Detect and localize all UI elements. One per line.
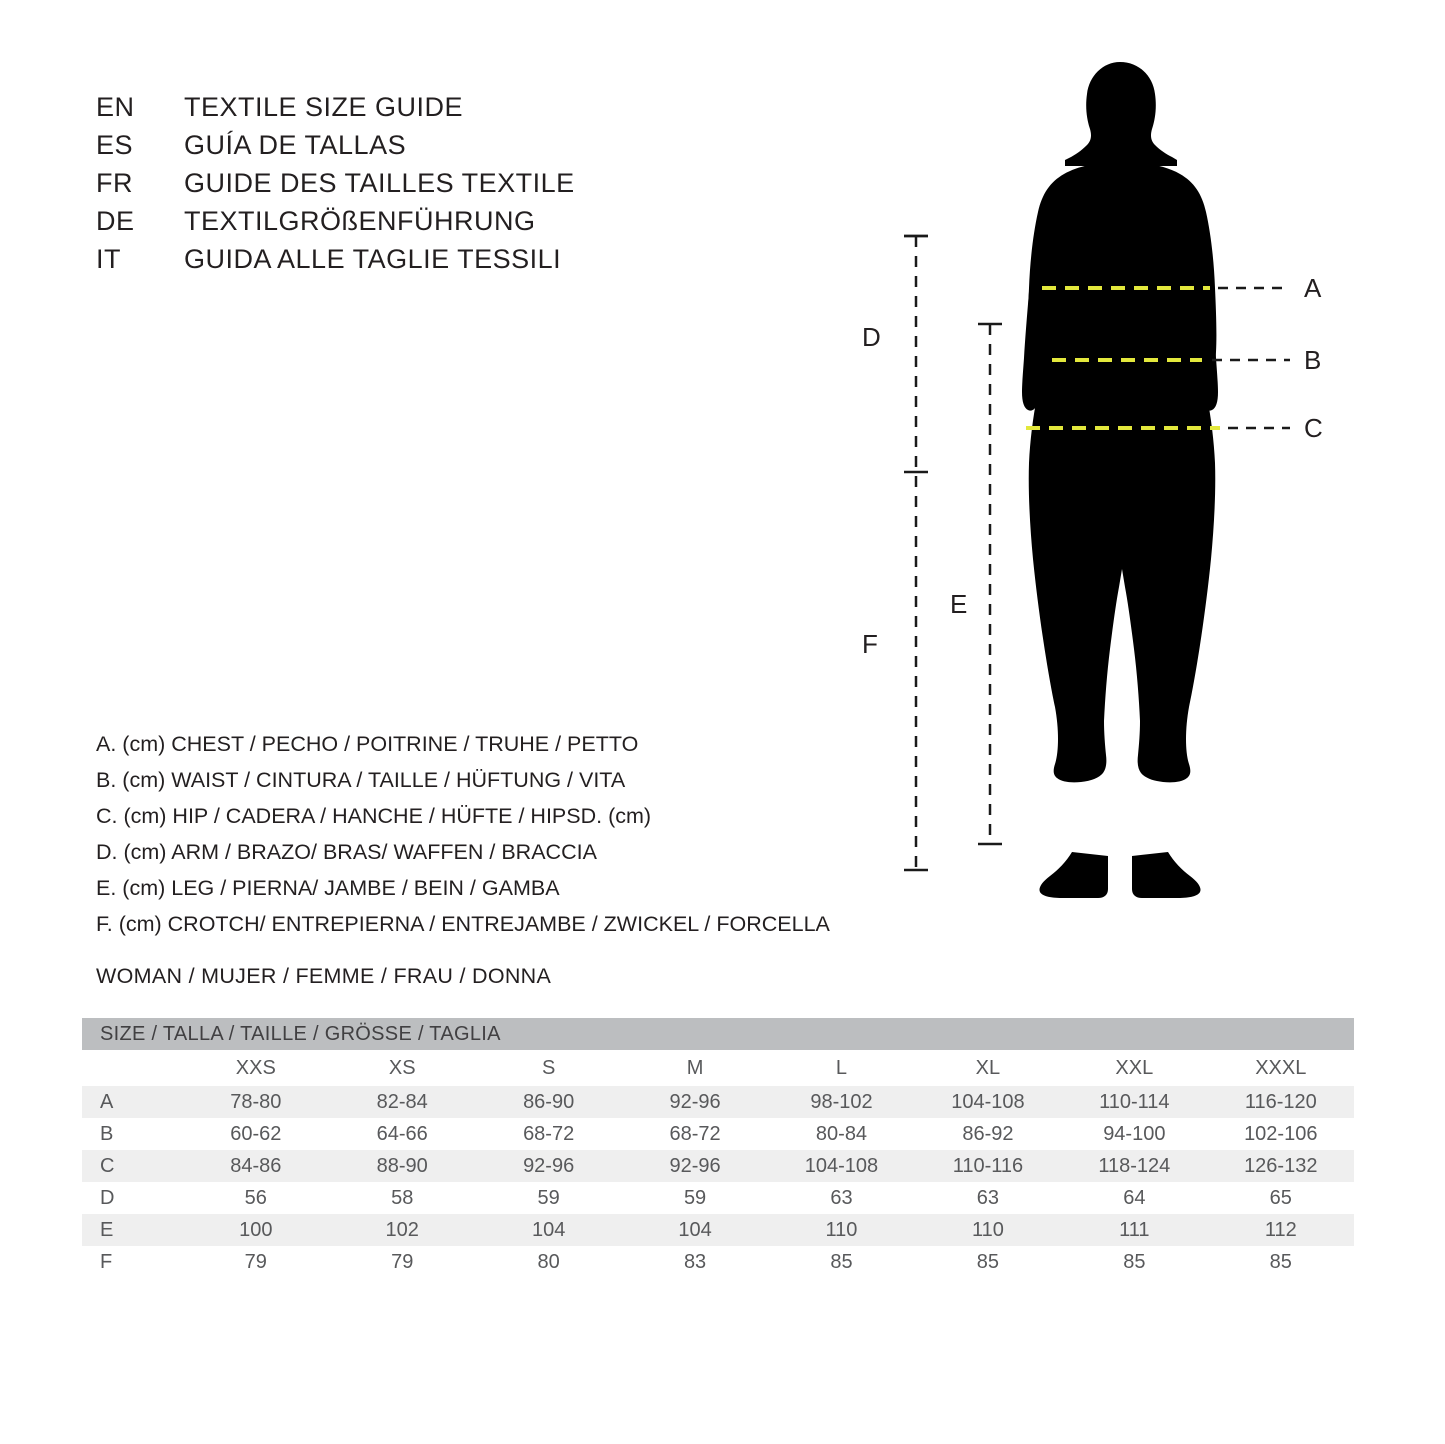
cell-f-xxl: 85 [1123, 1250, 1146, 1273]
column-header-xxxl: XXXL [1208, 1050, 1354, 1086]
language-code-en: EN [96, 92, 135, 122]
table-corner-cell [82, 1050, 183, 1086]
language-code-es: ES [96, 130, 134, 160]
cell-d-s: 59 [537, 1186, 560, 1209]
table-row [82, 1246, 1354, 1278]
cell-a-l: 98-102 [810, 1090, 873, 1113]
cell-e-xl: 110 [971, 1218, 1004, 1241]
cell-f-xxs: 79 [244, 1250, 267, 1273]
cell-e-xxxl: 112 [1264, 1218, 1297, 1241]
cell-c-l: 104-108 [804, 1154, 879, 1177]
marker-label-e: E [950, 589, 968, 619]
cell-e-xs: 102 [385, 1218, 419, 1241]
table-caption: SIZE / TALLA / TAILLE / GRÖSSE / TAGLIA [82, 1018, 1354, 1050]
cell-b-m: 68-72 [669, 1122, 721, 1145]
cell-c-m: 92-96 [669, 1154, 721, 1177]
label-pointer-lines [1212, 288, 1290, 428]
table-row [82, 1214, 1354, 1246]
column-header-l: L [768, 1050, 914, 1086]
title-row-it [96, 244, 575, 282]
cell-b-l: 80-84 [815, 1122, 868, 1145]
marker-label-b: B [1304, 345, 1322, 375]
table-caption-row [82, 1018, 1354, 1050]
language-code-de: DE [96, 206, 135, 236]
marker-label-f: F [862, 629, 878, 659]
cell-f-xs: 79 [391, 1250, 414, 1273]
cell-a-xxl: 110-114 [1099, 1090, 1170, 1113]
row-label-c: C [100, 1154, 115, 1177]
table-row [82, 1182, 1354, 1214]
title-text-it: GUIDA ALLE TAGLIE TESSILI [184, 244, 562, 274]
marker-label-a: A [1304, 273, 1322, 303]
row-label-d: D [100, 1186, 115, 1209]
title-row-en [96, 92, 575, 130]
cell-d-xxxl: 65 [1269, 1186, 1292, 1209]
cell-d-xxs: 56 [244, 1186, 267, 1209]
cell-e-xxs: 100 [239, 1218, 273, 1241]
cell-a-s: 86-90 [523, 1090, 575, 1113]
marker-label-d: D [862, 322, 881, 352]
column-header-xs: XS [329, 1050, 475, 1086]
legend-line-e: E. (cm) LEG / PIERNA/ JAMBE / BEIN / GAMBA [96, 876, 560, 900]
table-row [82, 1086, 1354, 1118]
cell-a-xs: 82-84 [376, 1090, 428, 1113]
cell-b-xxs: 60-62 [230, 1122, 282, 1145]
cell-a-m: 92-96 [669, 1090, 721, 1113]
cell-e-xxl: 111 [1119, 1218, 1150, 1241]
cell-b-xs: 64-66 [376, 1122, 428, 1145]
legend-line-d: D. (cm) ARM / BRAZO/ BRAS/ WAFFEN / BRACCIA [96, 840, 597, 864]
cell-e-l: 110 [825, 1218, 858, 1241]
size-table [82, 1018, 1354, 1278]
cell-d-m: 59 [683, 1186, 707, 1209]
title-block [96, 92, 575, 282]
marker-label-c: C [1304, 413, 1323, 443]
female-silhouette-diagram [820, 40, 1380, 920]
table-row [82, 1118, 1354, 1150]
cell-b-xxl: 94-100 [1103, 1122, 1166, 1145]
cell-d-l: 63 [830, 1186, 853, 1209]
title-text-es: GUÍA DE TALLAS [184, 130, 407, 160]
cell-f-l: 85 [830, 1250, 853, 1273]
legend-line-c: C. (cm) HIP / CADERA / HANCHE / HÜFTE / HIPSD. (cm) [96, 804, 652, 828]
cell-a-xl: 104-108 [951, 1090, 1025, 1113]
title-row-de [96, 206, 575, 244]
cell-d-xl: 63 [976, 1186, 1000, 1209]
cell-c-xxxl: 126-132 [1244, 1154, 1318, 1177]
language-code-it: IT [96, 244, 121, 274]
cell-c-xxs: 84-86 [230, 1154, 282, 1177]
cell-b-xxxl: 102-106 [1244, 1122, 1318, 1145]
cell-d-xs: 58 [391, 1186, 414, 1209]
language-code-fr: FR [96, 168, 133, 198]
female-body-silhouette [1022, 62, 1218, 898]
row-label-b: B [100, 1122, 114, 1145]
cell-a-xxxl: 116-120 [1244, 1090, 1317, 1113]
cell-c-xs: 88-90 [376, 1154, 428, 1177]
cell-b-s: 68-72 [523, 1122, 575, 1145]
measurement-diagram [820, 40, 1380, 920]
title-row-es [96, 130, 575, 168]
table-row [82, 1150, 1354, 1182]
cell-f-m: 83 [683, 1250, 707, 1273]
cell-a-xxs: 78-80 [230, 1090, 282, 1113]
title-text-en: TEXTILE SIZE GUIDE [184, 92, 464, 122]
crotch-length-guide [904, 236, 928, 870]
legend-line-f: F. (cm) CROTCH/ ENTREPIERNA / ENTREJAMBE / ZWICKEL / FORCELLA [96, 912, 830, 936]
cell-f-xl: 85 [976, 1250, 1000, 1273]
title-text-fr: GUIDE DES TAILLES TEXTILE [184, 168, 575, 198]
gender-heading: WOMAN / MUJER / FEMME / FRAU / DONNA [96, 964, 552, 988]
cell-c-xl: 110-116 [952, 1154, 1024, 1177]
legend-line-a: A. (cm) CHEST / PECHO / POITRINE / TRUHE / PETTO [96, 732, 639, 756]
cell-d-xxl: 64 [1123, 1186, 1146, 1209]
row-label-a: A [100, 1090, 114, 1113]
cell-e-m: 104 [678, 1218, 712, 1241]
row-label-f: F [100, 1250, 113, 1273]
legend-block [96, 726, 830, 942]
table-header-row [82, 1050, 1354, 1086]
cell-e-s: 104 [531, 1218, 566, 1241]
column-header-m: M [622, 1050, 768, 1086]
cell-c-xxl: 118-124 [1098, 1154, 1171, 1177]
cell-c-s: 92-96 [523, 1154, 575, 1177]
arm-length-guide [904, 236, 928, 472]
cell-f-xxxl: 85 [1269, 1250, 1292, 1273]
leg-length-guide [978, 324, 1002, 844]
legend-line-b: B. (cm) WAIST / CINTURA / TAILLE / HÜFTUNG / VITA [96, 768, 626, 792]
column-header-xxl: XXL [1061, 1050, 1207, 1086]
row-label-e: E [100, 1218, 114, 1241]
cell-b-xl: 86-92 [962, 1122, 1014, 1145]
cell-f-s: 80 [537, 1250, 560, 1273]
column-header-xxs: XXS [183, 1050, 329, 1086]
column-header-xl: XL [915, 1050, 1061, 1086]
title-row-fr [96, 168, 575, 206]
column-header-s: S [475, 1050, 621, 1086]
title-text-de: TEXTILGRÖßENFÜHRUNG [184, 206, 536, 236]
